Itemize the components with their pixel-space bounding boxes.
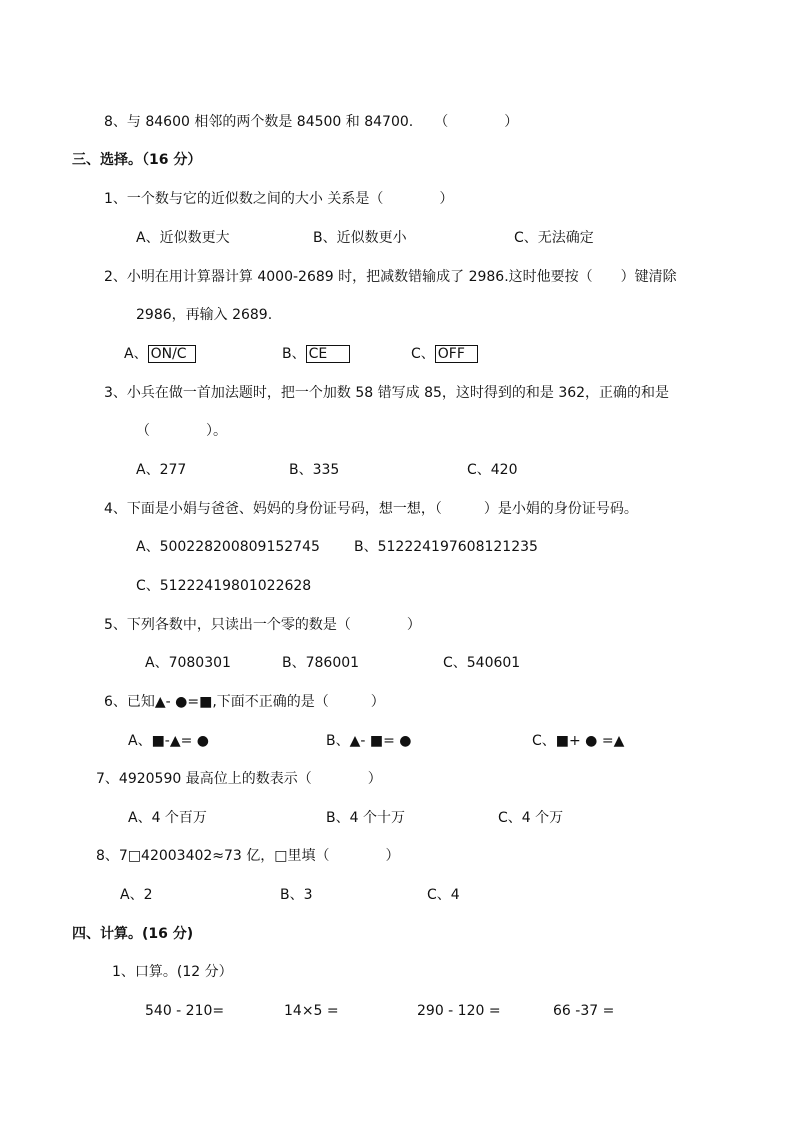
q4-option-c: C、51222419801022628	[136, 578, 312, 594]
q2-stem-line1: 2、小明在用计算器计算 4000-2689 时，把减数错输成了 2986.这时他要按（ ）键清除	[104, 269, 677, 285]
q6-option-c: C、■+ ● =▲	[532, 733, 625, 749]
q1-stem: 1、一个数与它的近似数之间的大小 关系是（ ）	[104, 191, 454, 207]
q3-option-b: B、335	[289, 462, 340, 478]
q6-option-b: B、▲- ■= ●	[326, 733, 412, 749]
q3-stem-line2: （ ）。	[136, 423, 227, 439]
q6-stem: 6、已知▲- ●=■,下面不正确的是（ ）	[104, 694, 385, 710]
q5-option-c: C、540601	[443, 655, 521, 671]
q7-option-b: B、4 个十万	[326, 810, 405, 826]
calc-problem: 540 - 210=	[145, 1003, 225, 1019]
q2-stem-line2: 2986，再输入 2689.	[136, 307, 273, 323]
q6-option-a: A、■-▲= ●	[128, 733, 210, 749]
q2-option-c	[411, 345, 478, 363]
q7-stem: 7、4920590 最高位上的数表示（ ）	[96, 771, 382, 787]
q7-option-a: A、4 个百万	[128, 810, 207, 826]
q1-option-c: C、无法确定	[514, 230, 594, 246]
q2-option-b	[282, 345, 350, 363]
q4-stem: 4、下面是小娟与爸爸、妈妈的身份证号码，想一想，（ ）是小娟的身份证号码。	[104, 501, 638, 517]
q5-option-a: A、7080301	[145, 655, 231, 671]
q3-stem-line1: 3、小兵在做一首加法题时，把一个加数 58 错写成 85，这时得到的和是 362，正确的和是	[104, 385, 670, 401]
q7-option-c: C、4 个万	[498, 810, 564, 826]
q8-option-b: B、3	[280, 887, 313, 903]
oral-calc-heading: 1、口算。(12 分）	[112, 964, 233, 980]
q2-option-a	[124, 345, 196, 363]
section-3-heading: 三、选择。（16 分）	[72, 152, 202, 168]
q8-stem: 8、7□42003402≈73 亿，□里填（ ）	[96, 848, 400, 864]
off-key: OFF	[435, 345, 478, 363]
q5-option-b: B、786001	[282, 655, 360, 671]
calc-problem: 14×5 =	[284, 1003, 339, 1019]
calc-problem: 290 - 120 =	[417, 1003, 501, 1019]
q5-stem: 5、下列各数中，只读出一个零的数是（ ）	[104, 617, 421, 633]
q2-option-a-prefix: A、	[124, 346, 148, 362]
q1-option-b: B、近似数更小	[313, 230, 407, 246]
section-4-heading: 四、计算。(16 分)	[72, 926, 194, 942]
q8-option-c: C、4	[427, 887, 460, 903]
q3-option-c: C、420	[467, 462, 518, 478]
q1-option-a: A、近似数更大	[136, 230, 230, 246]
q4-option-b: B、512224197608121235	[354, 539, 538, 555]
q2-option-b-prefix: B、	[282, 346, 306, 362]
q4-option-a: A、500228200809152745	[136, 539, 320, 555]
ce-key: CE	[306, 345, 351, 363]
q3-option-a: A、277	[136, 462, 187, 478]
q8-option-a: A、2	[120, 887, 153, 903]
true-false-item-8: 8、与 84600 相邻的两个数是 84500 和 84700. （ ）	[104, 114, 519, 130]
calc-problem: 66 -37 =	[553, 1003, 615, 1019]
on-c-key: ON/C	[148, 345, 196, 363]
q2-option-c-prefix: C、	[411, 346, 435, 362]
